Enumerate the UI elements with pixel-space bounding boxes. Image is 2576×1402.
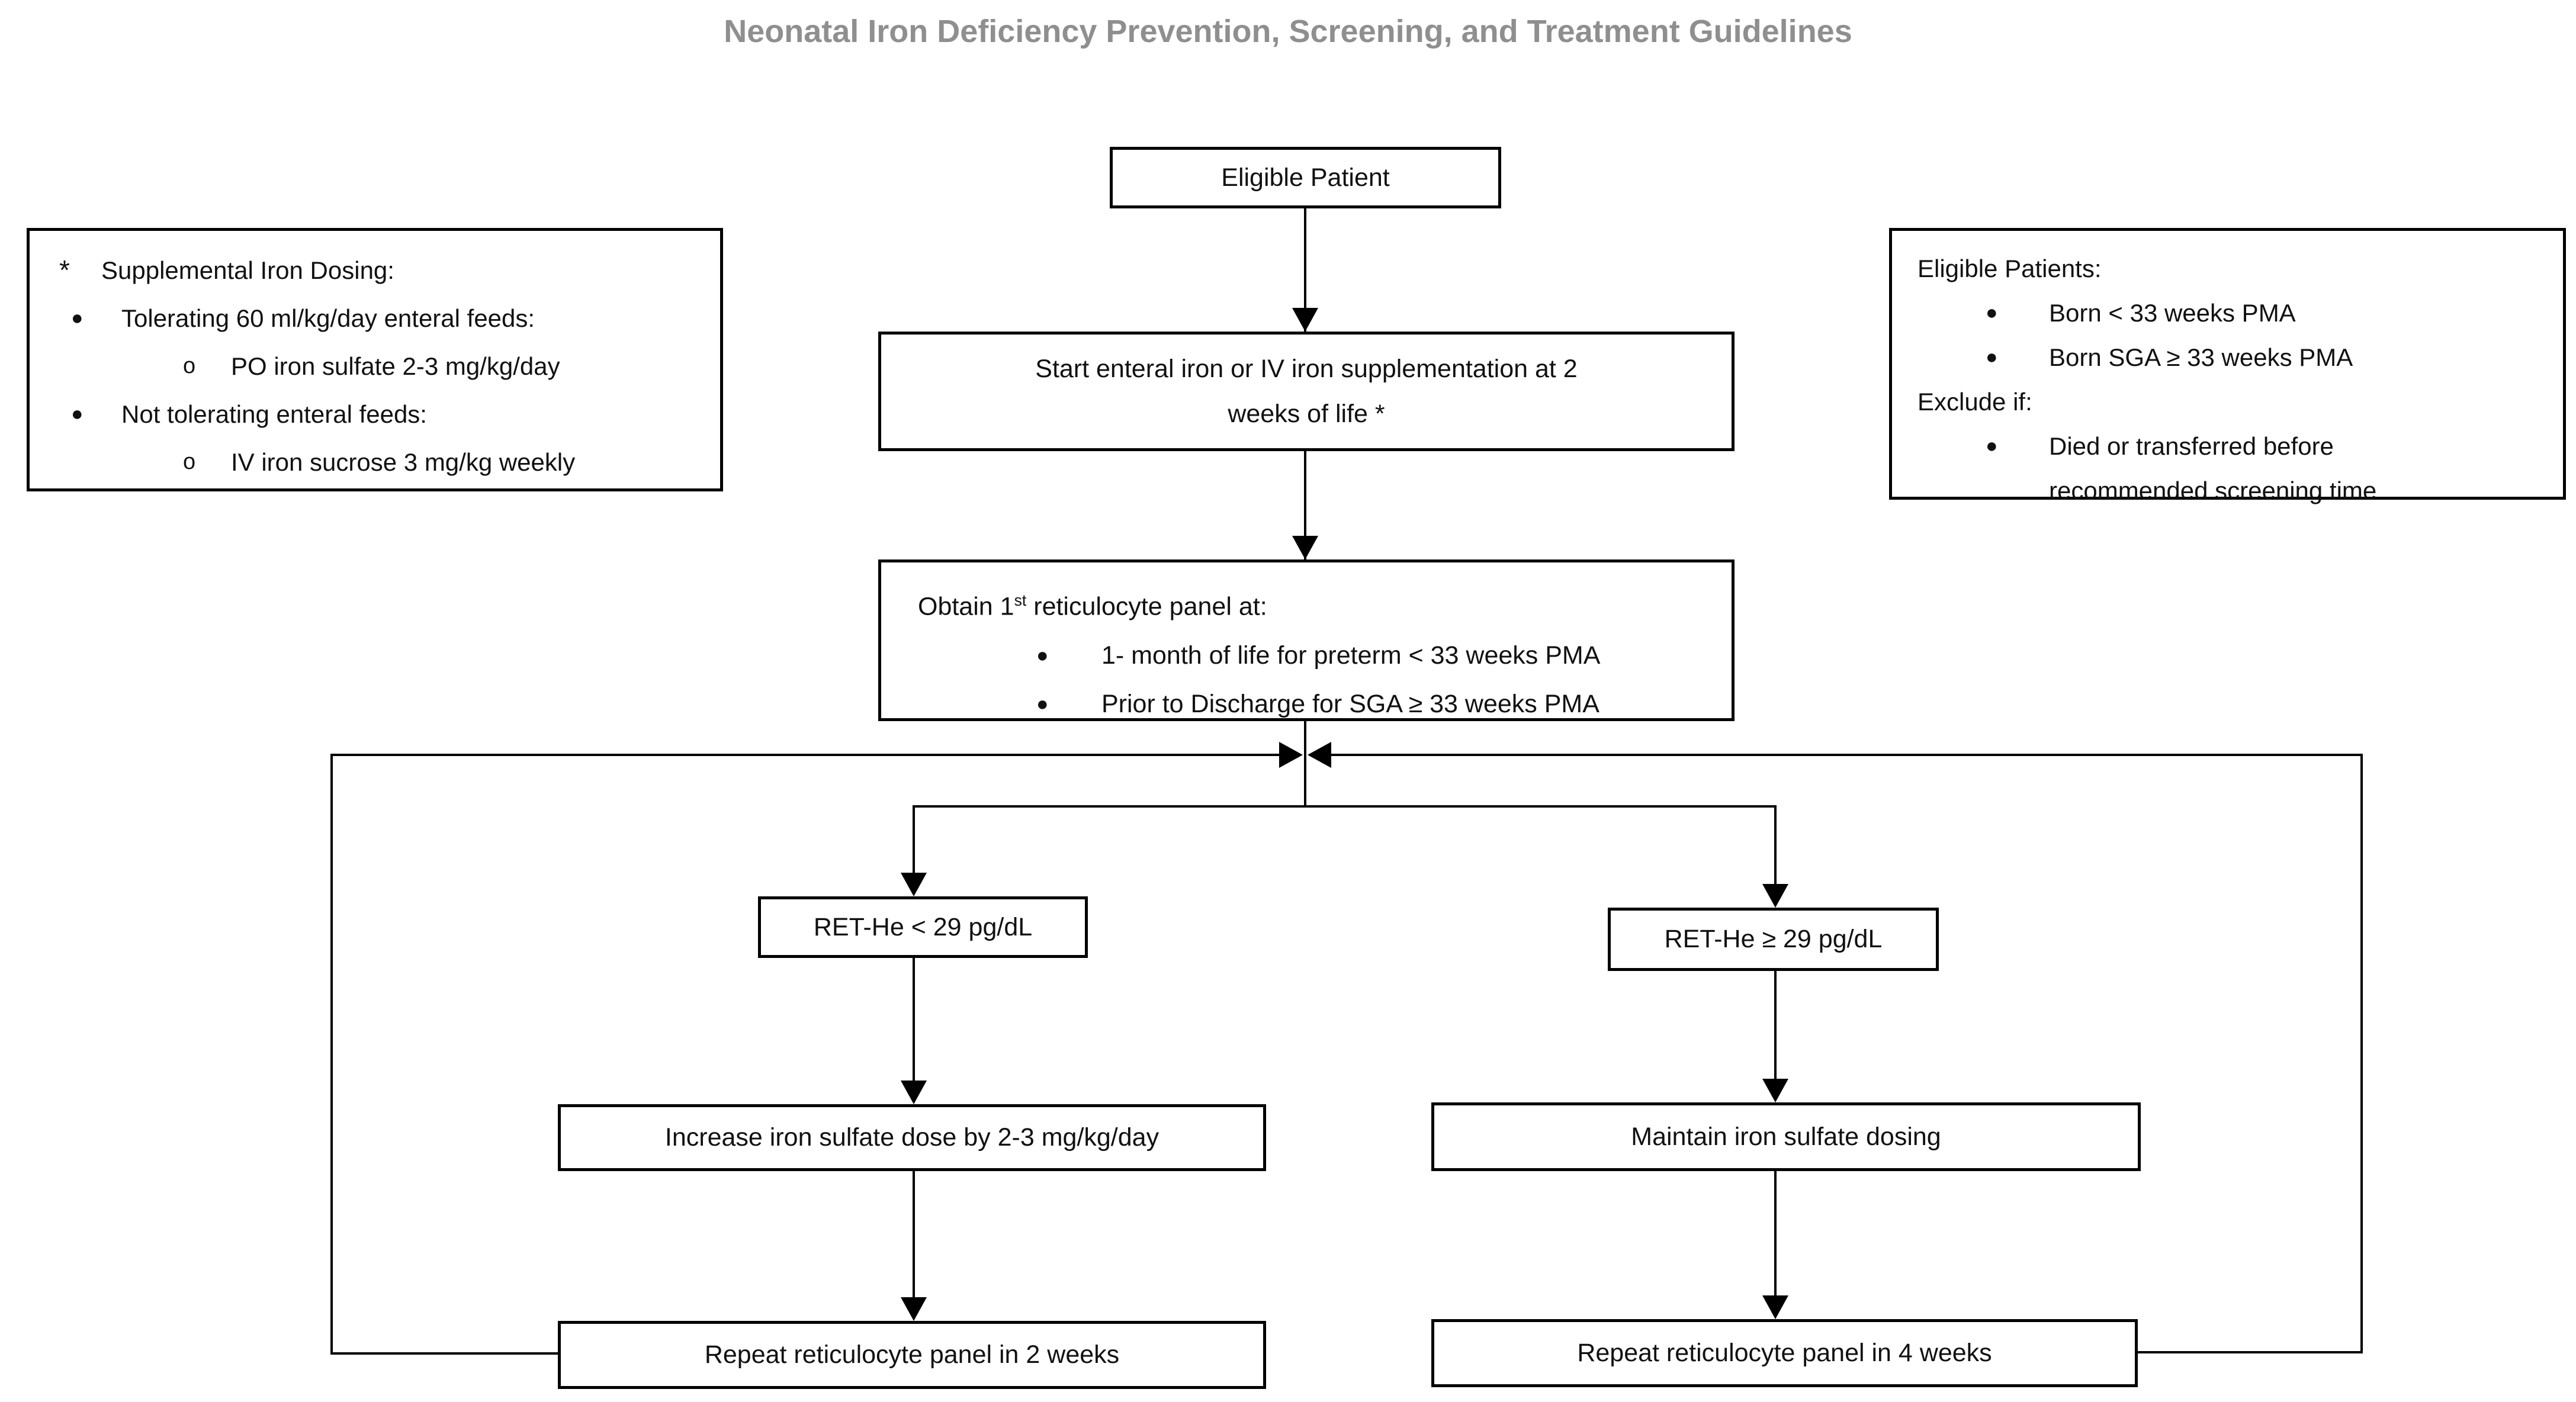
maintain-iron-dosing-label: Maintain iron sulfate dosing [1631, 1122, 1941, 1151]
start-iron-line1: Start enteral iron or IV iron supplementation at 2 [1035, 355, 1578, 383]
arrowhead-into-maintain [1762, 1079, 1788, 1102]
dosing-row-not-tolerating [30, 390, 720, 438]
dosing-row-tolerating [30, 294, 720, 342]
page-title: Neonatal Iron Deficiency Prevention, Screening, and Treatment Guidelines [724, 14, 1852, 49]
connector-feedback-left-horizontal [330, 754, 1280, 756]
repeat-panel-4-weeks-label: Repeat reticulocyte panel in 4 weeks [1577, 1339, 1992, 1368]
arrowhead-into-ret-low [901, 873, 927, 896]
connector-increase-to-repeat2 [913, 1171, 915, 1300]
node-eligible-patient [1110, 147, 1501, 208]
eligibility-row-born-preterm [1892, 291, 2563, 335]
eligibility-exclude-text: Exclude if: [1917, 388, 2032, 416]
eligibility-born-preterm-text: Born < 33 weeks PMA [2049, 299, 2296, 327]
node-obtain-reticulocyte-panel [878, 559, 1735, 721]
connector-feedback-left-vertical [330, 754, 333, 1355]
arrowhead-into-ret-high [1762, 884, 1788, 908]
connector-repeat2-to-feedback [330, 1352, 558, 1355]
eligibility-row-screening-time [1892, 468, 2563, 513]
eligibility-row-title [1892, 246, 2563, 291]
note-supplemental-iron-dosing [27, 228, 723, 491]
dosing-iv-iron-text: IV iron sucrose 3 mg/kg weekly [231, 448, 576, 476]
start-iron-line2: weeks of life * [1228, 400, 1385, 428]
arrowhead-feedback-left [1279, 742, 1303, 768]
dosing-row-iv-iron [30, 438, 720, 486]
connector-branch-horizontal [913, 805, 1777, 808]
obtain-bullet-2-text: Prior to Discharge for SGA ≥ 33 weeks PMA [1101, 690, 1599, 719]
bullet-icon: ● [1986, 301, 1998, 324]
dosing-po-iron-text: PO iron sulfate 2-3 mg/kg/day [231, 352, 560, 380]
bullet-icon: ● [1986, 435, 1998, 457]
eligibility-died-transferred-text: Died or transferred before [2049, 432, 2334, 460]
ret-he-low-label: RET-He < 29 pg/dL [813, 912, 1033, 941]
ret-he-high-label: RET-He ≥ 29 pg/dL [1664, 925, 1883, 954]
connector-ret-low-to-increase [913, 958, 915, 1083]
obtain-bullet-1-text: 1- month of life for preterm < 33 weeks PMA [1101, 641, 1601, 670]
bullet-icon: ● [1036, 693, 1049, 716]
obtain-bullet-row-2 [881, 680, 1732, 728]
connector-branch-to-ret-low [913, 805, 915, 876]
dosing-not-tolerating-text: Not tolerating enteral feeds: [121, 400, 427, 428]
arrowhead-into-start [1292, 308, 1318, 332]
connector-feedback-right-vertical [2360, 754, 2363, 1353]
arrowhead-into-increase [901, 1081, 927, 1104]
increase-iron-dose-label: Increase iron sulfate dose by 2-3 mg/kg/day [664, 1123, 1159, 1152]
connector-ret-high-to-maintain [1774, 971, 1777, 1082]
node-increase-iron-dose [558, 1104, 1266, 1171]
eligibility-row-exclude [1892, 380, 2563, 424]
eligibility-screening-time-text: recommended screening time [2049, 477, 2377, 504]
node-ret-he-low [758, 896, 1088, 958]
arrowhead-into-repeat2 [901, 1297, 927, 1321]
connector-feedback-right-horizontal [1330, 754, 2363, 756]
connector-obtain-to-branch [1304, 721, 1306, 808]
eligibility-born-sga-text: Born SGA ≥ 33 weeks PMA [2049, 343, 2353, 371]
bullet-icon: ● [71, 403, 83, 425]
arrowhead-into-obtain [1292, 536, 1318, 559]
eligibility-row-died-transferred [1892, 424, 2563, 468]
node-maintain-iron-dosing [1431, 1102, 2141, 1171]
obtain-title-superscript: st [1014, 591, 1027, 609]
obtain-panel-title [918, 575, 1732, 631]
node-repeat-panel-4-weeks [1431, 1319, 2138, 1387]
connector-branch-to-ret-high [1774, 805, 1777, 888]
arrowhead-into-repeat4 [1762, 1295, 1788, 1319]
circle-bullet-icon: o [183, 449, 196, 474]
dosing-row-po-iron [30, 342, 720, 390]
node-eligible-patient-label: Eligible Patient [1221, 163, 1390, 192]
node-ret-he-high [1608, 908, 1939, 971]
circle-bullet-icon: o [183, 353, 196, 378]
bullet-icon: ● [71, 307, 83, 329]
eligibility-row-born-sga [1892, 335, 2563, 380]
obtain-title-prefix: Obtain 1 [918, 592, 1014, 621]
note-eligible-patients [1889, 228, 2566, 504]
asterisk-marker: * [59, 255, 70, 285]
bullet-icon: ● [1036, 644, 1049, 667]
dosing-row-title [30, 246, 720, 294]
node-start-iron-supplementation [878, 332, 1735, 451]
arrowhead-feedback-right [1308, 742, 1331, 768]
node-repeat-panel-2-weeks [558, 1321, 1266, 1389]
dosing-title-text: Supplemental Iron Dosing: [101, 256, 394, 284]
obtain-title-suffix: reticulocyte panel at: [1026, 592, 1267, 621]
bullet-icon: ● [1986, 346, 1998, 368]
obtain-bullet-row-1 [881, 631, 1732, 680]
connector-maintain-to-repeat4 [1774, 1171, 1777, 1298]
connector-repeat4-to-feedback [2138, 1351, 2363, 1353]
repeat-panel-2-weeks-label: Repeat reticulocyte panel in 2 weeks [704, 1340, 1120, 1369]
dosing-tolerating-text: Tolerating 60 ml/kg/day enteral feeds: [121, 304, 535, 332]
eligibility-title-text: Eligible Patients: [1917, 255, 2102, 282]
